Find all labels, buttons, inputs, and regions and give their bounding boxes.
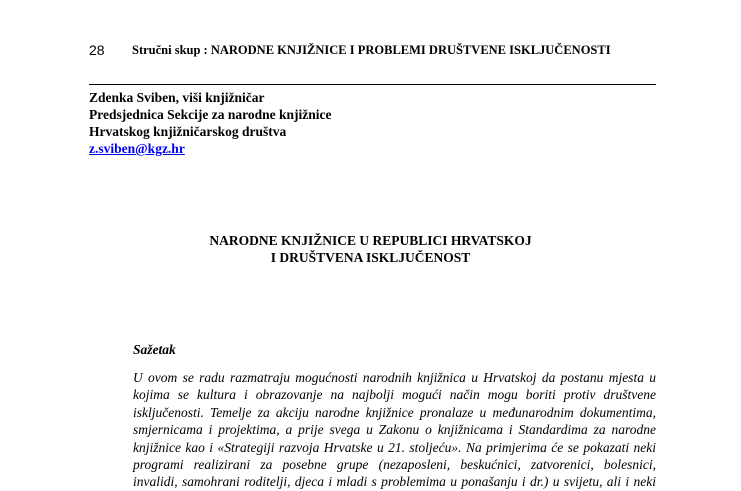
paper-title-line-2: I DRUŠTVENA ISKLJUČENOST [270, 250, 471, 265]
abstract-line: isključenosti. Temelje za akciju narodne knjižnice pronalaze u međunarodnim dokumentima, [133, 404, 656, 420]
page-number: 28 [89, 42, 105, 58]
abstract-line: invalidi, samohrani roditelji, djeca i mladi s problemima u ponašanju i dr.) u svijetu, ali i neki [133, 474, 656, 490]
running-header: Stručni skup : NARODNE KNJIŽNICE I PROBLEMI DRUŠTVENE ISKLJUČENOSTI [132, 43, 611, 57]
author-organization: Hrvatskog knjižničarskog društva [89, 124, 287, 139]
paper-title-line-1: NARODNE KNJIŽNICE U REPUBLICI HRVATSKOJ [209, 233, 532, 248]
abstract-heading: Sažetak [133, 342, 176, 357]
abstract-line: U ovom se radu razmatraju mogućnosti narodnih knjižnica u Hrvatskoj da postanu mjesta u [133, 370, 656, 385]
author-role: Predsjednica Sekcije za narodne knjižnice [89, 107, 332, 122]
author-email-link[interactable]: z.sviben@kgz.hr [89, 141, 185, 156]
abstract-line: knjižnice kao i «Strategiji razvoja Hrvatske u 21. stoljeću». Na primjerima će se pokazati neki [133, 439, 656, 455]
header-rule [89, 84, 656, 85]
author-name: Zdenka Sviben, viši knjižničar [89, 90, 265, 105]
paper-title [100, 232, 641, 266]
author-block [89, 89, 332, 157]
abstract-line: kojima se kultura i obrazovanje na najbolji mogući način mogu boriti protiv društvene [133, 387, 656, 403]
abstract-line: programi realizirani za posebne grupe (nezaposleni, beskućnici, zatvorenici, bolesnici, [133, 457, 656, 473]
abstract-body [133, 369, 656, 491]
abstract-line: smjernicama i projektima, a prije svega u Zakonu o knjižnicama i Standardima za narodne [133, 422, 656, 438]
